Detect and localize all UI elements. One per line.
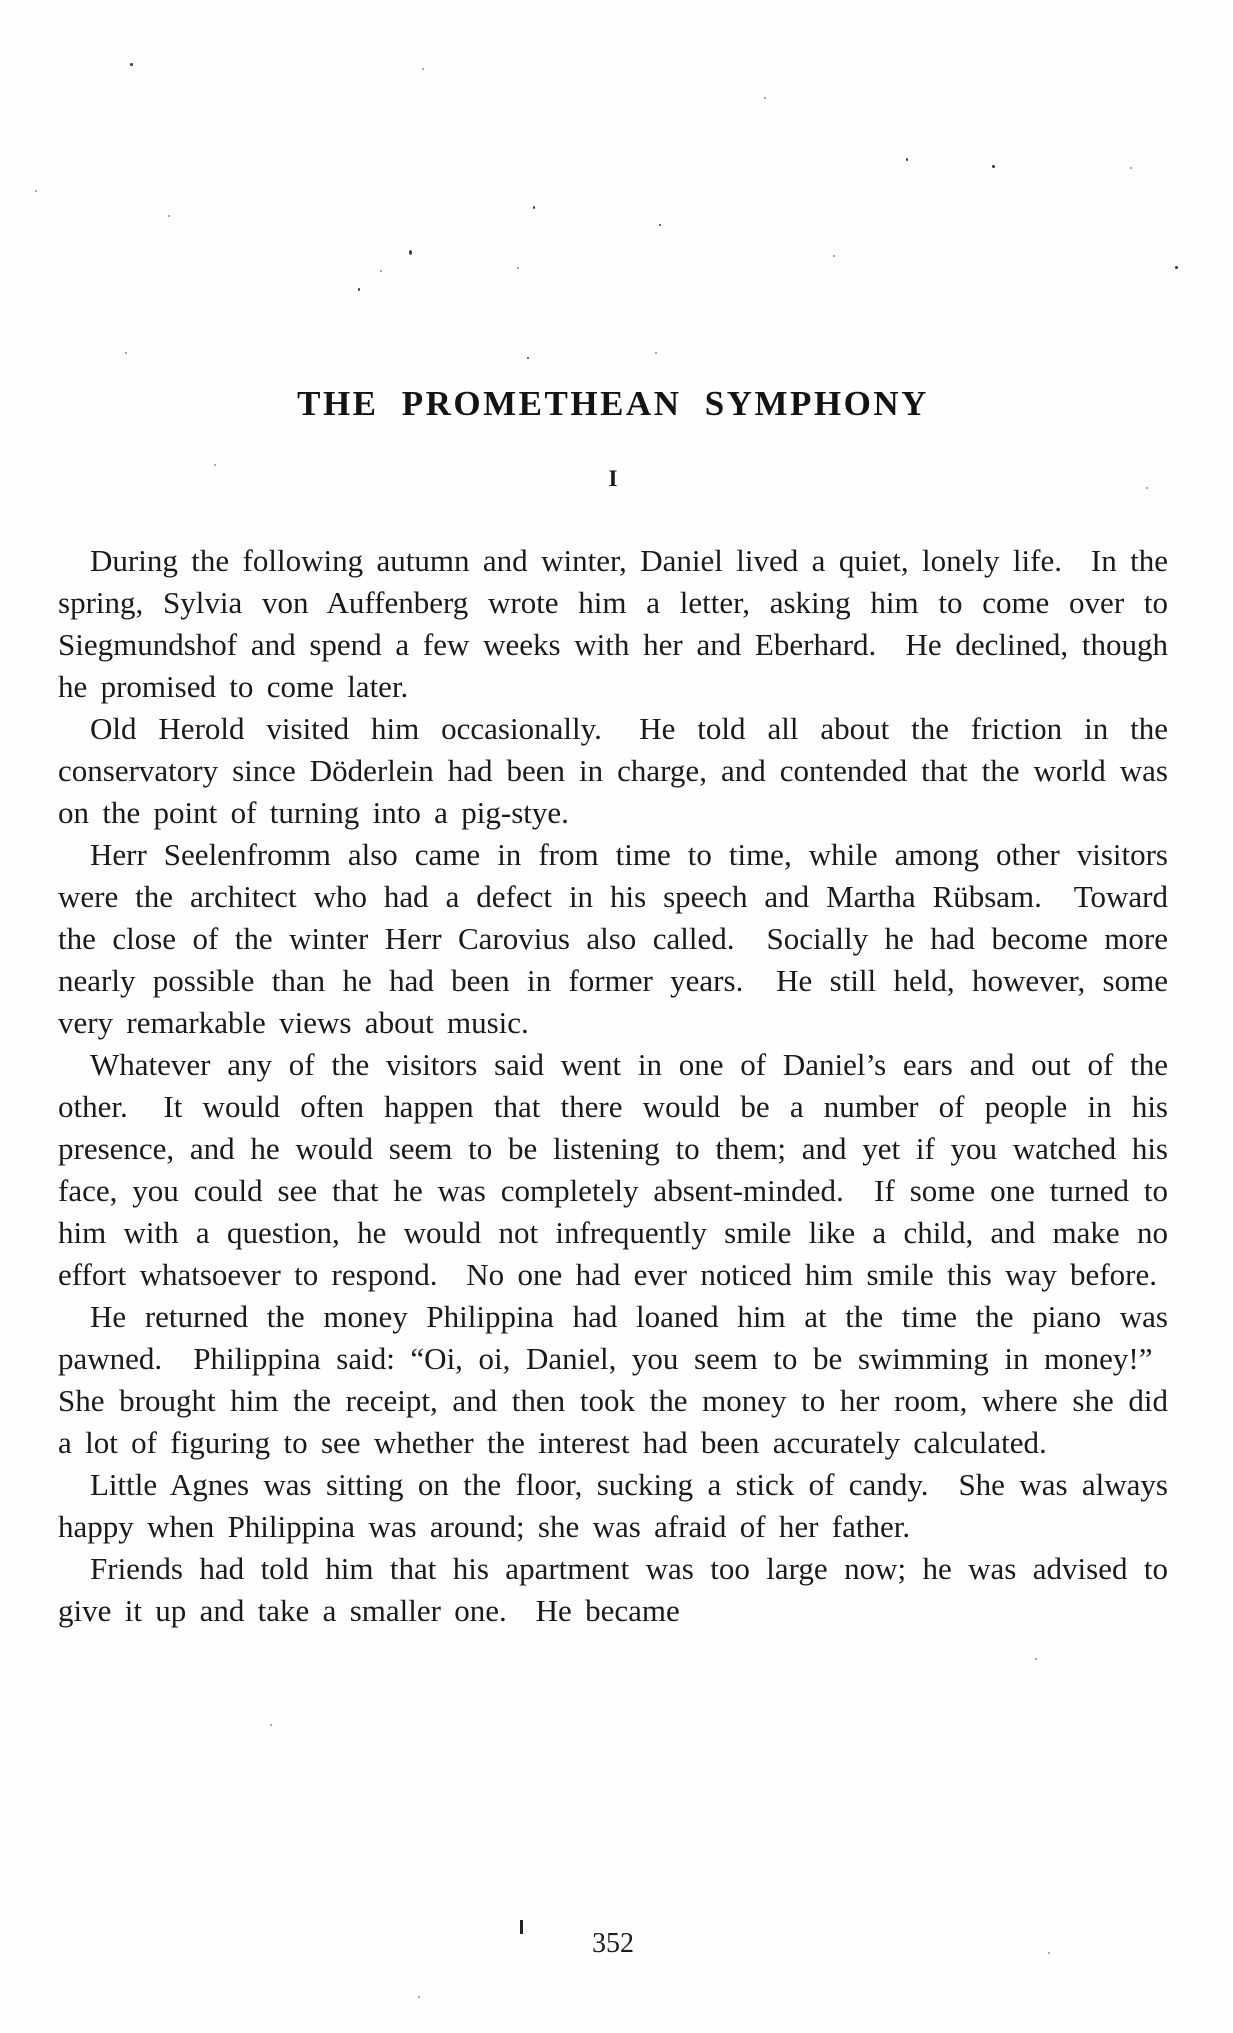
scan-speck <box>527 357 529 359</box>
body-text <box>58 540 1168 1632</box>
body-paragraph: Herr Seelenfromm also came in from time to time, while among other visitors were the architect who had a defect in his speech and Martha Rübsam. Toward the close of the winter Herr Carovius also called. Socially he had become more nearly possible than he had been in former years. He still held, however, some very remarkable views about music. <box>58 837 1168 1040</box>
scan-speck <box>380 270 382 272</box>
scan-speck <box>655 352 657 354</box>
scan-speck <box>418 1996 420 1998</box>
scan-speck <box>168 215 170 217</box>
chapter-title: THE PROMETHEAN SYMPHONY <box>297 384 929 423</box>
scan-speck <box>35 190 37 192</box>
text-column <box>58 384 1168 1632</box>
page-number: 352 <box>592 1928 634 1959</box>
scan-speck <box>517 267 519 269</box>
scan-speck <box>906 158 908 161</box>
scan-speck <box>1175 266 1178 269</box>
section-number: I <box>608 466 618 491</box>
body-paragraph: He returned the money Philippina had loaned him at the time the piano was pawned. Philippina said: “Oi, oi, Daniel, you seem to be swimming in money!” She brought him the receipt, and then took the money to her room, where she did a lot of figuring to see whether the interest had been accurately calculated. <box>58 1299 1168 1460</box>
scan-speck <box>833 255 835 257</box>
scan-speck <box>270 1724 272 1726</box>
scan-speck <box>1130 167 1132 169</box>
body-paragraph: Old Herold visited him occasionally. He told all about the friction in the conservatory since Döderlein had been in charge, and contended that the world was on the point of turning into a pig-stye. <box>58 711 1168 830</box>
scan-speck <box>409 250 412 255</box>
scan-speck <box>764 97 766 99</box>
scan-speck <box>992 165 995 168</box>
scan-speck <box>130 63 133 66</box>
scan-speck <box>125 352 127 354</box>
body-paragraph: Whatever any of the visitors said went in one of Daniel’s ears and out of the other. It would often happen that there would be a number of people in his presence, and he would seem to be listening to them; and yet if you watched his face, you could see that he was completely absent-minded. If some one turned to him with a question, he would not infrequently smile like a child, and make no effort whatsoever to respond. No one had ever noticed him smile this way before. <box>58 1047 1168 1292</box>
scan-speck <box>422 68 424 70</box>
scan-speck <box>358 288 360 291</box>
body-paragraph: Little Agnes was sitting on the floor, sucking a stick of candy. She was always happy when Philippina was around; she was afraid of her father. <box>58 1467 1168 1544</box>
body-paragraph: Friends had told him that his apartment was too large now; he was advised to give it up and take a smaller one. He became <box>58 1551 1168 1628</box>
scan-speck <box>1035 1658 1037 1660</box>
scan-speck <box>659 224 661 226</box>
scan-speck <box>533 206 535 209</box>
body-paragraph: During the following autumn and winter, Daniel lived a quiet, lonely life. In the spring, Sylvia von Auffenberg wrote him a letter, asking him to come over to Siegmundshof and spend a few weeks with her and Eberhard. He declined, though he promised to come later. <box>58 543 1168 704</box>
